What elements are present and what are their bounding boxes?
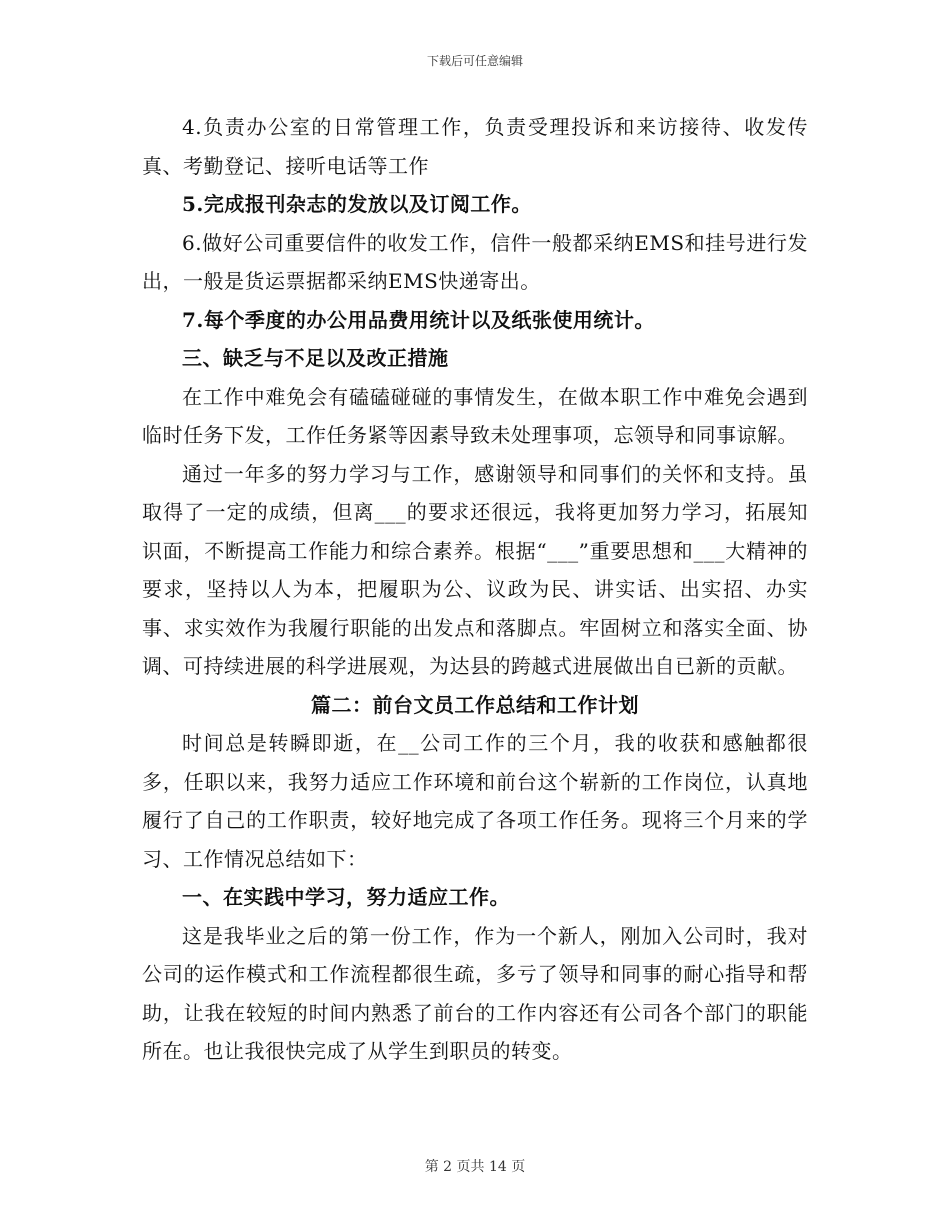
paragraph-summary: 通过一年多的努力学习与工作，感谢领导和同事们的关怀和支持。虽取得了一定的成绩，但离___的要求还很远，我将更加努力学习，拓展知识面，不断提高工作能力和综合素养。根据“___”重要思想和___大精神的要求，坚持以人为本，把履职为公、议政为民、讲实话、出实招、办实事、求实效作为我履行职能的出发点和落脚点。牢固树立和落实全面、协调、可持续进展的科学进展观，为达县的跨越式进展做出自已新的贡献。 [142,461,808,678]
page-header: 下载后可任意编辑 [426,54,523,68]
paragraph-item-4: 4.负责办公室的日常管理工作，负责受理投诉和来访接待、收发传真、考勤登记、接听电话等工作 [142,115,808,178]
section-heading-3: 三、缺乏与不足以及改正措施 [182,346,449,370]
chapter-title: 篇二：前台文员工作总结和工作计划 [311,692,639,717]
paragraph-intro: 时间总是转瞬即逝，在__公司工作的三个月，我的收获和感触都很多，任职以来，我努力适应工作环境和前台这个崭新的工作岗位，认真地履行了自己的工作职责，较好地完成了各项工作任务。现将三个月来的学习、工作情况总结如下： [142,731,808,871]
document-body [142,108,808,1071]
paragraph-item-6: 6.做好公司重要信件的收发工作，信件一般都采纳EMS和挂号进行发出，一般是货运票据都采纳EMS快递寄出。 [142,230,808,293]
page-footer: 第 2 页共 14 页 [424,1159,526,1175]
paragraph-shortcomings: 在工作中难免会有磕磕碰碰的事情发生，在做本职工作中难免会遇到临时任务下发，工作任务紧等因素导致未处理事项，忘领导和同事谅解。 [142,384,808,447]
section-heading-1: 一、在实践中学习，努力适应工作。 [182,885,510,909]
paragraph-item-5: 5.完成报刊杂志的发放以及订阅工作。 [182,192,532,216]
paragraph-item-7: 7.每个季度的办公用品费用统计以及纸张使用统计。 [182,307,655,332]
paragraph-first-job: 这是我毕业之后的第一份工作，作为一个新人，刚加入公司时，我对公司的运作模式和工作流程都很生疏，多亏了领导和同事的耐心指导和帮助，让我在较短的时间内熟悉了前台的工作内容还有公司各个部门的职能所在。也让我很快完成了从学生到职员的转变。 [142,923,808,1063]
